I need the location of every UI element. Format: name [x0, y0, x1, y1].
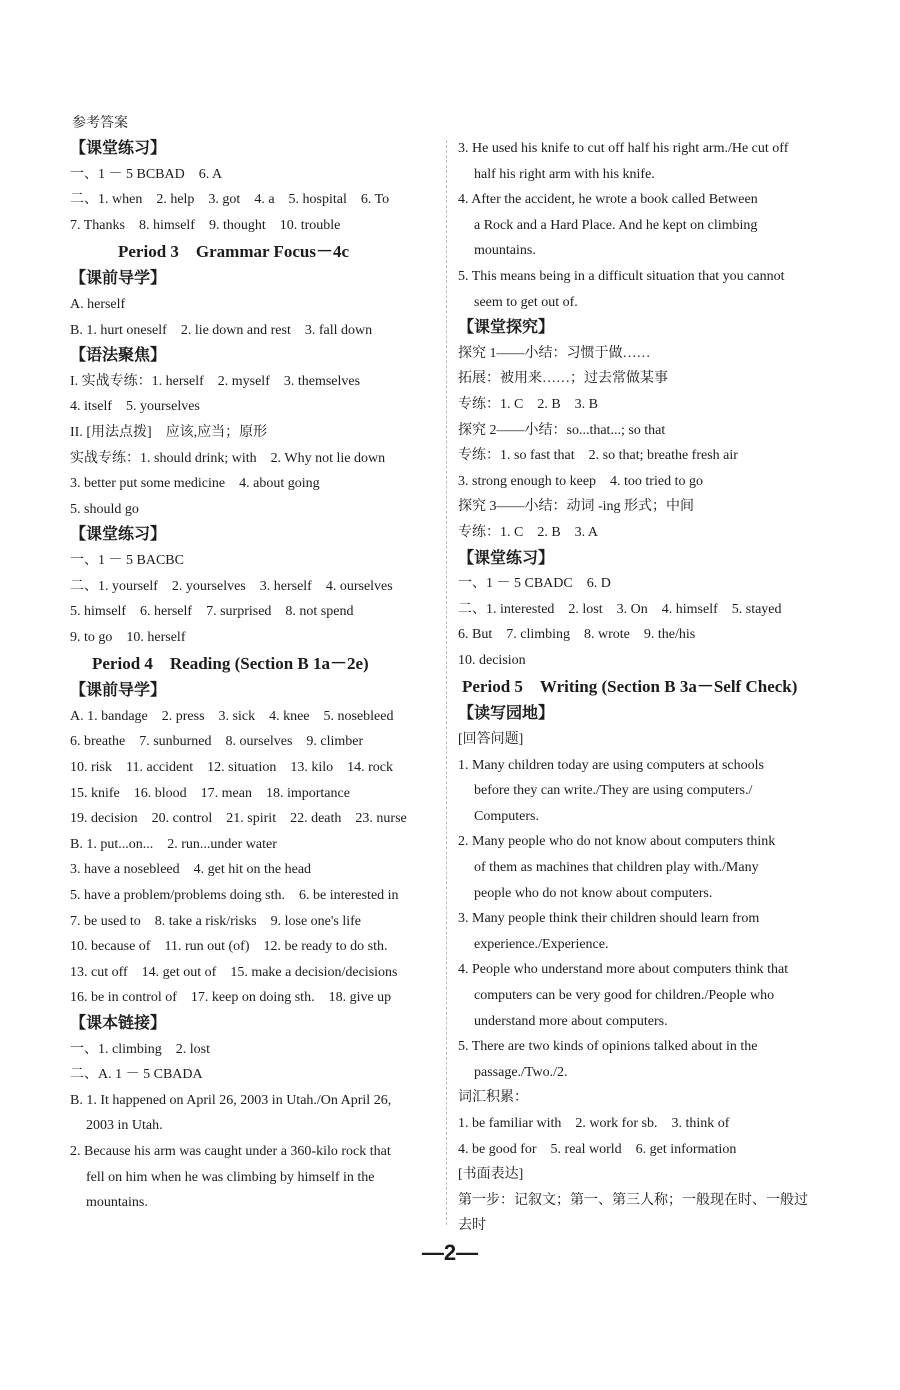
- answer-line-continued: understand more about computers.: [474, 1013, 668, 1029]
- answer-line: 一、1 － 5 BACBC: [70, 552, 184, 568]
- answer-line: 5. have a problem/problems doing sth. 6. be interested in: [70, 888, 399, 904]
- page-number: —2—: [421, 1240, 479, 1265]
- answer-line: II. [用法点拨] 应该,应当；原形: [70, 424, 268, 440]
- period-title: Period 3 Grammar Focus－4c: [118, 242, 350, 262]
- answer-line: 二、1. yourself 2. yourselves 3. herself 4. ourselves: [70, 578, 393, 594]
- answer-line: 5. should go: [70, 501, 139, 517]
- answer-line: 拓展：被用来……；过去常做某事: [458, 371, 668, 387]
- answer-line: 5. This means being in a difficult situation that you cannot: [458, 268, 785, 284]
- answer-line-continued: computers can be very good for children./People who: [474, 988, 775, 1003]
- answer-line: 探究 1——小结：习惯于做……: [458, 345, 651, 361]
- answer-line: 6. But 7. climbing 8. wrote 9. the/his: [458, 627, 696, 643]
- answer-line: 二、1. interested 2. lost 3. On 4. himself 5. stayed: [458, 601, 782, 617]
- answer-line: 3. better put some medicine 4. about going: [70, 476, 320, 492]
- column-divider: [446, 140, 447, 1225]
- section-heading: 【课本链接】: [70, 1015, 167, 1032]
- section-heading: 【课堂练习】: [70, 526, 167, 544]
- answer-line: A. herself: [70, 296, 126, 312]
- answer-line: 2. Many people who do not know about computers think: [458, 834, 776, 850]
- answer-line: I. 实战专练：1. herself 2. myself 3. themselves: [70, 373, 361, 389]
- answer-line-continued: before they can write./They are using computers./: [474, 783, 753, 799]
- period-title: Period 4 Reading (Section B 1a－2e): [92, 654, 369, 674]
- answer-line: A. 1. bandage 2. press 3. sick 4. knee 5. nosebleed: [70, 708, 394, 724]
- answer-line: B. 1. It happened on April 26, 2003 in Utah./On April 26,: [70, 1092, 392, 1108]
- answer-line: 15. knife 16. blood 17. mean 18. importance: [70, 785, 350, 801]
- answer-line: 16. be in control of 17. keep on doing sth. 18. give up: [70, 990, 392, 1006]
- left-column: [70, 136, 436, 1216]
- right-column: [458, 136, 828, 1239]
- section-heading: 【读写园地】: [458, 705, 555, 723]
- section-heading: 【课堂探究】: [458, 319, 555, 337]
- answer-line-continued: half his right arm with his knife.: [474, 166, 655, 182]
- answer-line-continued: mountains.: [86, 1195, 148, 1211]
- answer-line: 二、1. when 2. help 3. got 4. a 5. hospital 6. To: [70, 192, 390, 208]
- answer-line-continued: passage./Two./2.: [474, 1064, 568, 1080]
- answer-line: 4. itself 5. yourselves: [70, 399, 200, 415]
- answer-line: 探究 2——小结：so...that...; so that: [458, 422, 666, 438]
- section-heading: 【课堂练习】: [70, 140, 167, 157]
- answer-line-continued: mountains.: [474, 243, 536, 259]
- answer-line: 4. After the accident, he wrote a book called Between: [458, 192, 758, 208]
- answer-line: 二、A. 1 － 5 CBADA: [70, 1067, 203, 1083]
- answer-line: 19. decision 20. control 21. spirit 22. death 23. nurse: [70, 811, 407, 827]
- answer-line-continued: of them as machines that children play with./Many: [474, 860, 759, 876]
- answer-line: 2. Because his arm was caught under a 360-kilo rock that: [70, 1143, 391, 1159]
- section-heading: 【课前导学】: [70, 682, 167, 700]
- answer-line: 1. Many children today are using computers at schools: [458, 757, 764, 773]
- answer-line: 1. be familiar with 2. work for sb. 3. think of: [458, 1115, 730, 1131]
- answer-line-continued: 2003 in Utah.: [86, 1118, 163, 1134]
- answer-line: 4. People who understand more about computers think that: [458, 962, 789, 978]
- answer-line: 实战专练：1. should drink; with 2. Why not lie down: [70, 450, 386, 466]
- answer-line: [回答问题]: [458, 732, 524, 748]
- answer-line: B. 1. hurt oneself 2. lie down and rest 3. fall down: [70, 322, 373, 338]
- answer-line: 5. himself 6. herself 7. surprised 8. not spend: [70, 604, 354, 620]
- answer-line-continued: fell on him when he was climbing by himself in the: [86, 1169, 375, 1185]
- answer-line: 专练：1. C 2. B 3. A: [458, 524, 599, 540]
- answer-line: B. 1. put...on... 2. run...under water: [70, 836, 277, 852]
- answer-line: 3. strong enough to keep 4. too tried to go: [458, 473, 703, 489]
- answer-line-continued: seem to get out of.: [474, 294, 578, 310]
- answer-line: 第一步：记叙文；第一、第三人称；一般现在时、一般过: [458, 1192, 808, 1208]
- section-heading: 【课堂练习】: [458, 549, 555, 567]
- answer-line: 3. have a nosebleed 4. get hit on the head: [70, 862, 312, 878]
- answer-line: 7. Thanks 8. himself 9. thought 10. trouble: [70, 217, 341, 233]
- answer-line-continued: experience./Experience.: [474, 936, 609, 952]
- answer-line: 9. to go 10. herself: [70, 629, 186, 645]
- answer-line: 7. be used to 8. take a risk/risks 9. lose one's life: [70, 913, 362, 929]
- answer-line: 4. be good for 5. real world 6. get information: [458, 1141, 737, 1157]
- answer-line: 5. There are two kinds of opinions talked about in the: [458, 1039, 758, 1055]
- answer-line: 一、1 － 5 CBADC 6. D: [458, 576, 611, 592]
- answer-line: 13. cut off 14. get out of 15. make a decision/decisions: [70, 964, 398, 980]
- answer-line: 10. risk 11. accident 12. situation 13. kilo 14. rock: [70, 760, 393, 776]
- answer-line: 10. because of 11. run out (of) 12. be ready to do sth.: [70, 939, 388, 955]
- period-title: Period 5 Writing (Section B 3a－Self Check): [462, 677, 798, 697]
- answer-line: 一、1 － 5 BCBAD 6. A: [70, 166, 223, 182]
- section-heading: 【课前导学】: [70, 270, 167, 288]
- section-heading: 【语法聚焦】: [70, 347, 167, 365]
- page-header: 参考答案: [72, 116, 128, 131]
- answer-line-continued: people who do not know about computers.: [474, 885, 713, 901]
- answer-line: 6. breathe 7. sunburned 8. ourselves 9. climber: [70, 734, 364, 750]
- answer-line-continued: Computers.: [474, 808, 539, 824]
- answer-line-continued: a Rock and a Hard Place. And he kept on climbing: [474, 217, 758, 233]
- answer-line: [书面表达]: [458, 1167, 524, 1183]
- answer-line: 10. decision: [458, 652, 526, 668]
- answer-line: 专练：1. C 2. B 3. B: [458, 396, 599, 412]
- answer-line: 探究 3——小结：动词 -ing 形式；中间: [458, 499, 695, 515]
- answer-line: 专练：1. so fast that 2. so that; breathe fresh air: [458, 448, 738, 464]
- answer-line: 一、1. climbing 2. lost: [70, 1041, 210, 1057]
- answer-line: 3. He used his knife to cut off half his right arm./He cut off: [458, 141, 789, 156]
- answer-line: 词汇积累：: [458, 1090, 528, 1106]
- answer-line: 去时: [458, 1218, 486, 1234]
- answer-line: 3. Many people think their children should learn from: [458, 911, 760, 927]
